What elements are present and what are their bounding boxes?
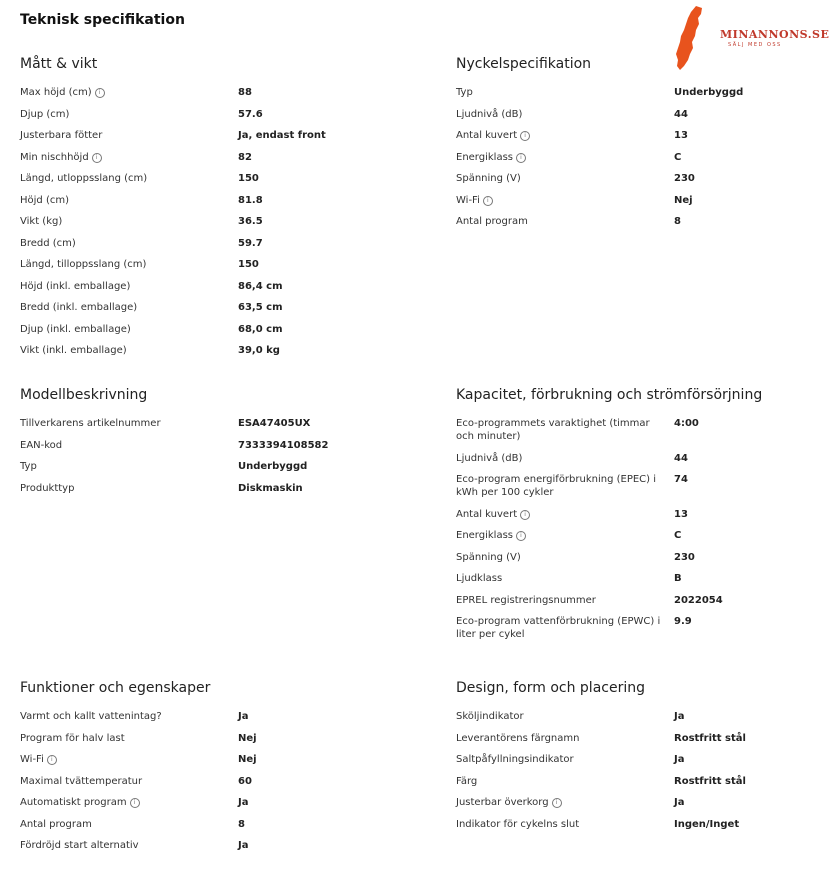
spec-label-text: Max höjd (cm)	[20, 87, 92, 98]
spec-label	[456, 572, 674, 585]
spec-row	[456, 594, 796, 607]
spec-label	[456, 172, 674, 185]
spec-value: 9.9	[674, 616, 692, 627]
spec-label	[20, 818, 238, 831]
info-icon[interactable]: i	[92, 153, 102, 163]
spec-value: 82	[238, 151, 252, 163]
spec-row	[20, 215, 360, 228]
spec-label-text: Antal kuvert	[456, 130, 518, 141]
spec-row	[20, 796, 360, 809]
spec-label-text: Wi-Fi	[20, 754, 44, 765]
spec-row	[456, 129, 796, 142]
spec-value: 81.8	[238, 194, 263, 206]
spec-label-text: Automatiskt program	[20, 797, 127, 808]
spec-row	[456, 529, 796, 542]
spec-value: Ja, endast front	[238, 130, 326, 141]
spec-value: 68,0 cm	[238, 323, 283, 335]
spec-value: 13	[674, 508, 688, 520]
spec-label	[456, 818, 674, 831]
spec-row	[456, 151, 796, 164]
spec-row	[456, 452, 796, 465]
spec-value: 86,4 cm	[238, 280, 283, 292]
spec-label	[20, 775, 238, 788]
section-matt	[20, 56, 360, 366]
spec-label	[20, 172, 238, 185]
spec-label	[456, 529, 674, 542]
info-icon[interactable]: i	[483, 196, 493, 206]
spec-value: 57.6	[238, 108, 263, 120]
spec-label	[456, 775, 674, 788]
spec-row	[456, 194, 796, 207]
spec-value: 230	[674, 173, 695, 184]
spec-row	[20, 839, 360, 852]
spec-value: Diskmaskin	[238, 482, 303, 494]
spec-value: C	[674, 151, 682, 163]
section-title: Design, form och placering	[456, 680, 645, 696]
spec-label	[20, 732, 238, 745]
spec-label	[456, 753, 674, 766]
spec-row	[456, 473, 796, 499]
spec-label	[20, 439, 238, 452]
spec-label	[456, 215, 674, 228]
spec-label	[456, 452, 674, 465]
spec-row	[20, 108, 360, 121]
info-icon[interactable]: i	[47, 755, 57, 765]
section-title: Kapacitet, förbrukning och strömförsörjning	[456, 387, 763, 403]
spec-label	[20, 796, 238, 809]
spec-value: 60	[238, 775, 252, 787]
section-title: Modellbeskrivning	[20, 387, 148, 403]
spec-label-text: EPREL registreringsnummer	[456, 594, 596, 606]
spec-value: Underbyggd	[238, 461, 308, 472]
section-nyckel	[456, 56, 796, 237]
spec-label-text: Djup (inkl. emballage)	[20, 323, 131, 335]
spec-label-text: Ljudnivå (dB)	[456, 108, 523, 120]
spec-label-text: Färg	[456, 775, 478, 787]
page-title: Teknisk specifikation	[20, 12, 185, 28]
info-icon[interactable]: i	[520, 510, 530, 520]
spec-row	[20, 710, 360, 723]
spec-value: Ja	[674, 797, 685, 808]
spec-label	[20, 129, 238, 142]
spec-row	[20, 417, 360, 430]
spec-value: 8	[238, 818, 245, 830]
spec-row	[20, 818, 360, 831]
spec-label	[20, 151, 238, 164]
spec-row	[20, 344, 360, 357]
spec-value: 8	[674, 216, 681, 227]
spec-row	[20, 151, 360, 164]
spec-label-text: Energiklass	[456, 151, 513, 163]
spec-label-text: Program för halv last	[20, 732, 125, 744]
info-icon[interactable]: i	[516, 153, 526, 163]
spec-label-text: Ljudnivå (dB)	[456, 452, 523, 464]
spec-row	[456, 508, 796, 521]
section-modell	[20, 387, 360, 503]
spec-row	[20, 258, 360, 271]
spec-label-text: Eco-program vattenförbrukning (EPWC) i liter per cykel	[456, 616, 661, 640]
spec-label-text: Bredd (cm)	[20, 237, 76, 249]
spec-label	[456, 710, 674, 723]
section-funktioner	[20, 680, 360, 861]
info-icon[interactable]: i	[130, 798, 140, 808]
spec-label	[456, 732, 674, 745]
spec-row	[20, 439, 360, 452]
spec-value: 44	[674, 108, 688, 120]
spec-value: 74	[674, 474, 688, 485]
spec-label-text: Produkttyp	[20, 482, 75, 494]
spec-row	[20, 775, 360, 788]
info-icon[interactable]: i	[516, 531, 526, 541]
spec-label	[20, 753, 238, 766]
spec-label	[456, 508, 674, 521]
spec-label-text: Energiklass	[456, 530, 513, 541]
spec-label	[20, 482, 238, 495]
spec-label-text: Höjd (cm)	[20, 194, 69, 206]
spec-value: Rostfritt stål	[674, 775, 746, 787]
spec-label-text: Eco-program energiförbrukning (EPEC) i kWh per 100 cykler	[456, 474, 657, 498]
spec-row	[456, 732, 796, 745]
spec-value: Rostfritt stål	[674, 732, 746, 744]
spec-row	[20, 129, 360, 142]
spec-label	[20, 460, 238, 473]
spec-label	[456, 615, 674, 641]
spec-label	[20, 301, 238, 314]
section-title: Nyckelspecifikation	[456, 56, 592, 72]
spec-row	[456, 775, 796, 788]
spec-row	[20, 86, 360, 99]
spec-value: 13	[674, 130, 688, 141]
spec-label-text: Vikt (inkl. emballage)	[20, 345, 127, 356]
spec-label	[456, 594, 674, 607]
spec-value: Ja	[238, 797, 249, 808]
spec-value: ESA47405UX	[238, 418, 311, 429]
spec-value: 4:00	[674, 418, 699, 429]
logo-text: MINANNONS.SE	[720, 28, 829, 41]
spec-value: 63,5 cm	[238, 302, 283, 313]
spec-row	[20, 194, 360, 207]
spec-row	[20, 172, 360, 185]
spec-value: 2022054	[674, 594, 723, 606]
spec-label-text: Längd, utloppsslang (cm)	[20, 173, 148, 184]
spec-value: Ja	[238, 840, 249, 851]
spec-value: Ingen/Inget	[674, 818, 740, 830]
spec-row	[456, 818, 796, 831]
spec-label	[456, 151, 674, 164]
spec-row	[456, 753, 796, 766]
spec-label-text: Ljudklass	[456, 573, 503, 584]
spec-label-text: Antal kuvert	[456, 508, 518, 520]
spec-label	[20, 258, 238, 271]
spec-row	[20, 280, 360, 293]
spec-row	[20, 301, 360, 314]
section-title: Funktioner och egenskaper	[20, 680, 211, 696]
spec-value: Ja	[674, 711, 685, 722]
spec-label-text: Min nischhöjd	[20, 151, 89, 163]
spec-label	[456, 417, 674, 443]
spec-label-text: Antal program	[456, 216, 528, 227]
spec-label-text: Längd, tilloppsslang (cm)	[20, 259, 147, 270]
spec-label-text: Justerbar överkorg	[456, 797, 549, 808]
spec-label	[20, 710, 238, 723]
spec-row	[20, 732, 360, 745]
spec-value: B	[674, 573, 682, 584]
info-icon[interactable]: i	[552, 798, 562, 808]
spec-value: Ja	[238, 711, 249, 722]
spec-label-text: Typ	[20, 461, 37, 472]
spec-label	[20, 108, 238, 121]
spec-label-text: Vikt (kg)	[20, 216, 63, 227]
spec-label-text: Tillverkarens artikelnummer	[20, 418, 161, 429]
spec-label	[20, 417, 238, 430]
spec-label-text: Höjd (inkl. emballage)	[20, 280, 131, 292]
spec-label-text: Djup (cm)	[20, 108, 70, 120]
spec-value: Underbyggd	[674, 87, 744, 98]
spec-label-text: Justerbara fötter	[20, 130, 103, 141]
spec-label-text: EAN-kod	[20, 439, 63, 451]
spec-label	[20, 344, 238, 357]
spec-value: 7333394108582	[238, 439, 329, 451]
spec-value: 36.5	[238, 216, 263, 227]
spec-label-text: Spänning (V)	[456, 173, 521, 184]
spec-row	[456, 551, 796, 564]
spec-value: 88	[238, 87, 252, 98]
spec-label	[20, 237, 238, 250]
spec-row	[456, 796, 796, 809]
spec-row	[456, 215, 796, 228]
spec-label-text: Varmt och kallt vattenintag?	[20, 711, 162, 722]
logo-tagline: SÄLJ MED OSS	[728, 42, 782, 48]
spec-value: 230	[674, 551, 695, 563]
spec-row	[20, 460, 360, 473]
spec-row	[456, 417, 796, 443]
spec-value: Ja	[674, 754, 685, 765]
spec-value: 39,0 kg	[238, 345, 280, 356]
spec-value: 150	[238, 259, 259, 270]
spec-label	[456, 796, 674, 809]
spec-label-text: Wi-Fi	[456, 194, 480, 206]
spec-value: 44	[674, 452, 688, 464]
spec-value: C	[674, 530, 682, 541]
spec-label-text: Bredd (inkl. emballage)	[20, 302, 138, 313]
spec-label	[456, 129, 674, 142]
section-title: Mått & vikt	[20, 56, 98, 72]
spec-row	[456, 615, 796, 641]
spec-label	[456, 108, 674, 121]
section-design	[456, 680, 796, 839]
spec-label	[456, 194, 674, 207]
spec-row	[456, 710, 796, 723]
spec-row	[20, 237, 360, 250]
info-icon[interactable]: i	[95, 88, 105, 98]
spec-label	[456, 551, 674, 564]
spec-value: 59.7	[238, 237, 263, 249]
spec-row	[20, 482, 360, 495]
spec-label	[20, 194, 238, 207]
spec-label-text: Indikator för cykelns slut	[456, 818, 580, 830]
spec-value: 150	[238, 173, 259, 184]
spec-label-text: Typ	[456, 87, 473, 98]
spec-row	[456, 172, 796, 185]
spec-label-text: Antal program	[20, 818, 92, 830]
spec-row	[20, 753, 360, 766]
spec-row	[20, 323, 360, 336]
spec-label	[20, 280, 238, 293]
spec-label	[456, 86, 674, 99]
spec-label-text: Maximal tvättemperatur	[20, 775, 143, 787]
spec-row	[456, 572, 796, 585]
section-kapacitet	[456, 387, 796, 650]
spec-label	[20, 839, 238, 852]
spec-label-text: Spänning (V)	[456, 551, 521, 563]
spec-label-text: Sköljindikator	[456, 711, 524, 722]
spec-label	[456, 473, 674, 499]
spec-label-text: Eco-programmets varaktighet (timmar och minuter)	[456, 418, 650, 442]
spec-label-text: Saltpåfyllningsindikator	[456, 754, 574, 765]
spec-label-text: Fördröjd start alternativ	[20, 840, 139, 851]
spec-label	[20, 323, 238, 336]
info-icon[interactable]: i	[520, 131, 530, 141]
spec-row	[456, 86, 796, 99]
spec-label-text: Leverantörens färgnamn	[456, 732, 580, 744]
spec-row	[456, 108, 796, 121]
spec-value: Nej	[238, 754, 257, 765]
spec-label	[20, 86, 238, 99]
spec-label	[20, 215, 238, 228]
spec-value: Nej	[674, 194, 693, 206]
spec-value: Nej	[238, 732, 257, 744]
